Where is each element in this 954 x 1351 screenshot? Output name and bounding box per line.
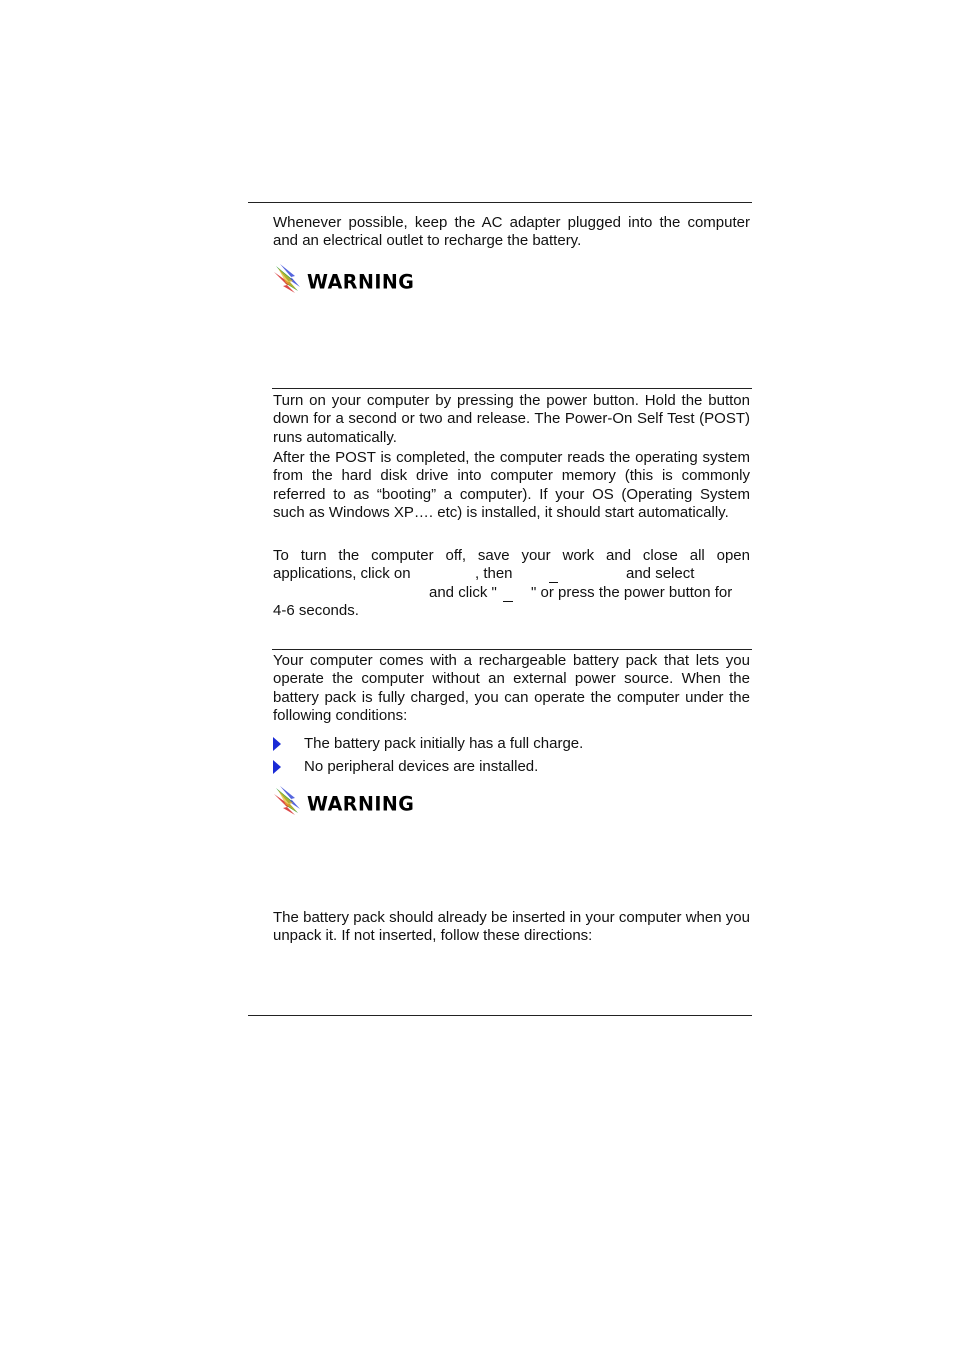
warning-arrows-icon (273, 264, 303, 294)
warning-arrows-icon (273, 786, 303, 816)
shutdown-line-2b: , then (475, 565, 513, 582)
section-rule-power (272, 388, 752, 389)
shutdown-line-3a: and click " (429, 584, 497, 601)
shutdown-line-4: 4-6 seconds. (273, 602, 359, 619)
shutdown-line-2a: applications, click on (273, 565, 411, 582)
battery-intro-paragraph: Your computer comes with a rechargeable battery pack that lets you operate the computer without an external power source. When the battery pack is fully charged, you can operate the computer under the following conditions: (273, 652, 750, 725)
shutdown-underline-2 (503, 601, 513, 602)
battery-insert-paragraph: The battery pack should already be inserted in your computer when you unpack it. If not inserted, follow these directions: (273, 909, 750, 945)
shutdown-line-2c: and select (626, 565, 695, 582)
triangle-bullet-icon (273, 760, 281, 774)
top-rule (248, 202, 752, 203)
triangle-bullet-icon (273, 737, 281, 751)
power-on-paragraph: Turn on your computer by pressing the power button. Hold the button down for a second or two and release. The Power-On Self Test (POST) runs automatically. (273, 392, 750, 446)
warning-banner-1 (273, 264, 413, 296)
booting-paragraph: After the POST is completed, the computer reads the operating system from the hard disk drive into computer memory (this is commonly referred to as “booting” a computer). If your OS (Operating System such as Windows XP…. etc) is installed, it should start automatically. (273, 449, 750, 522)
shutdown-line-1: To turn the computer off, save your work and close all open (273, 547, 750, 564)
shutdown-underline-1 (549, 582, 558, 583)
ac-adapter-paragraph: Whenever possible, keep the AC adapter plugged into the computer and an electrical outlet to recharge the battery. (273, 214, 750, 250)
shutdown-line-3b: " or press the power button for (531, 584, 733, 601)
section-rule-battery (272, 649, 752, 650)
warning-label: WARNING (307, 270, 415, 294)
bottom-rule (248, 1015, 752, 1016)
warning-banner-2 (273, 786, 413, 818)
warning-label: WARNING (307, 792, 415, 816)
